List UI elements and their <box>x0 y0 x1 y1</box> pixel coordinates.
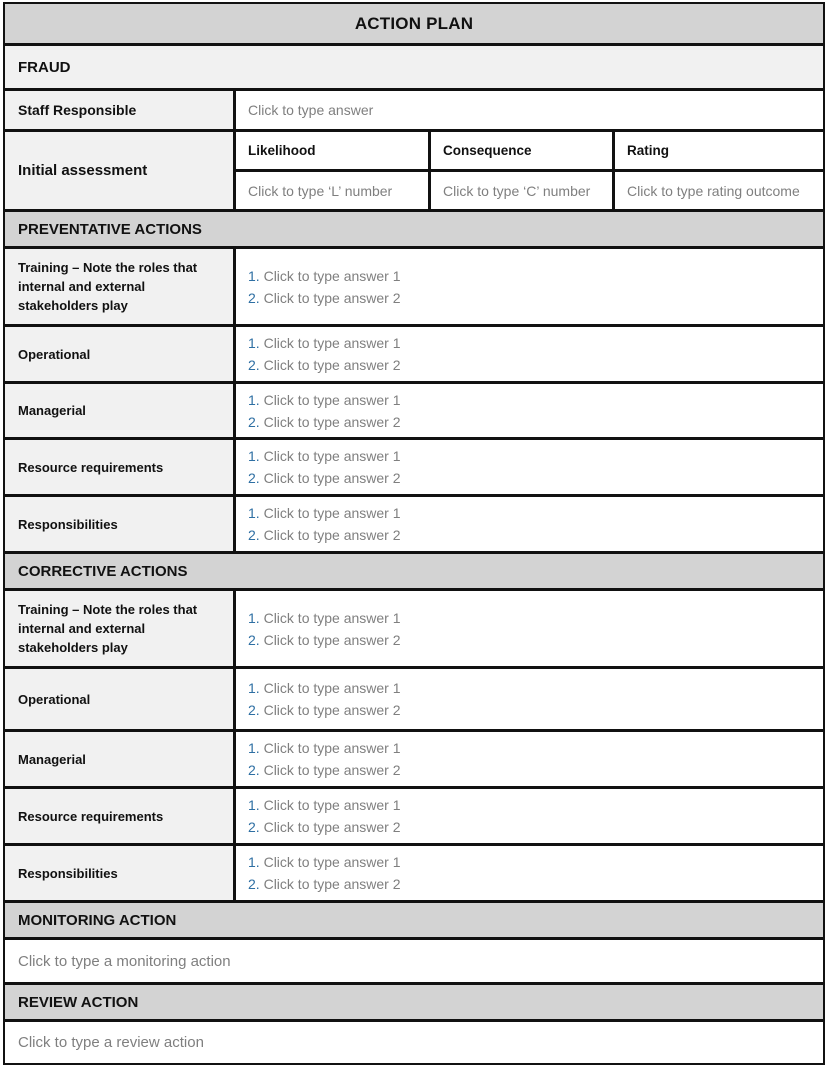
preventative-answer-list <box>234 382 825 439</box>
list-item[interactable]: 2. Click to type answer 2 <box>248 527 401 543</box>
page-title: ACTION PLAN <box>3 2 825 45</box>
preventative-answer-list <box>234 495 825 553</box>
list-item[interactable]: 1. Click to type answer 1 <box>248 680 401 696</box>
preventative-row-label: Training – Note the roles that internal and external stakeholders play <box>3 247 235 326</box>
list-item[interactable]: 2. Click to type answer 2 <box>248 357 401 373</box>
list-item[interactable]: 2. Click to type answer 2 <box>248 876 401 892</box>
list-item[interactable]: 1. Click to type answer 1 <box>248 448 401 464</box>
corrective-answer-list <box>234 730 825 788</box>
list-item[interactable]: 1. Click to type answer 1 <box>248 854 401 870</box>
rating-field[interactable]: Click to type rating outcome <box>613 170 825 211</box>
review-action-heading: REVIEW ACTION <box>3 983 825 1021</box>
preventative-row-label: Resource requirements <box>3 438 235 496</box>
list-item[interactable]: 2. Click to type answer 2 <box>248 289 401 306</box>
list-item[interactable]: 2. Click to type answer 2 <box>248 631 401 648</box>
corrective-answer-list <box>234 787 825 845</box>
list-item[interactable]: 1. Click to type answer 1 <box>248 740 401 756</box>
corrective-row-label: Responsibilities <box>3 844 235 902</box>
list-item[interactable]: 1. Click to type answer 1 <box>248 267 401 284</box>
corrective-answer-list <box>234 667 825 731</box>
initial-assessment-label: Initial assessment <box>3 130 235 211</box>
corrective-actions-heading: CORRECTIVE ACTIONS <box>3 552 825 590</box>
rating-header: Rating <box>613 130 825 171</box>
monitoring-action-field[interactable]: Click to type a monitoring action <box>3 938 825 984</box>
preventative-row-label: Operational <box>3 325 235 383</box>
category-heading: FRAUD <box>3 44 825 90</box>
corrective-answer-list <box>234 844 825 902</box>
preventative-answer-list <box>234 247 825 326</box>
list-item[interactable]: 1. Click to type answer 1 <box>248 391 401 408</box>
likelihood-field[interactable]: Click to type ‘L’ number <box>234 170 430 211</box>
list-item[interactable]: 1. Click to type answer 1 <box>248 335 401 351</box>
list-item[interactable]: 2. Click to type answer 2 <box>248 762 401 778</box>
list-item[interactable]: 2. Click to type answer 2 <box>248 470 401 486</box>
list-item[interactable]: 2. Click to type answer 2 <box>248 819 401 835</box>
staff-responsible-field[interactable]: Click to type answer <box>234 89 825 131</box>
list-item[interactable]: 1. Click to type answer 1 <box>248 609 401 626</box>
list-item[interactable]: 1. Click to type answer 1 <box>248 505 401 521</box>
list-item[interactable]: 2. Click to type answer 2 <box>248 413 401 430</box>
preventative-row-label: Managerial <box>3 382 235 439</box>
corrective-row-label: Resource requirements <box>3 787 235 845</box>
preventative-answer-list <box>234 325 825 383</box>
preventative-row-label: Responsibilities <box>3 495 235 553</box>
consequence-field[interactable]: Click to type ‘C’ number <box>429 170 614 211</box>
list-item[interactable]: 1. Click to type answer 1 <box>248 797 401 813</box>
consequence-header: Consequence <box>429 130 614 171</box>
review-action-field[interactable]: Click to type a review action <box>3 1020 825 1065</box>
staff-responsible-label: Staff Responsible <box>3 89 235 131</box>
list-item[interactable]: 2. Click to type answer 2 <box>248 702 401 718</box>
preventative-answer-list <box>234 438 825 496</box>
corrective-row-label: Managerial <box>3 730 235 788</box>
preventative-actions-heading: PREVENTATIVE ACTIONS <box>3 210 825 248</box>
corrective-row-label: Operational <box>3 667 235 731</box>
monitoring-action-heading: MONITORING ACTION <box>3 901 825 939</box>
likelihood-header: Likelihood <box>234 130 430 171</box>
corrective-answer-list <box>234 589 825 668</box>
corrective-row-label: Training – Note the roles that internal and external stakeholders play <box>3 589 235 668</box>
